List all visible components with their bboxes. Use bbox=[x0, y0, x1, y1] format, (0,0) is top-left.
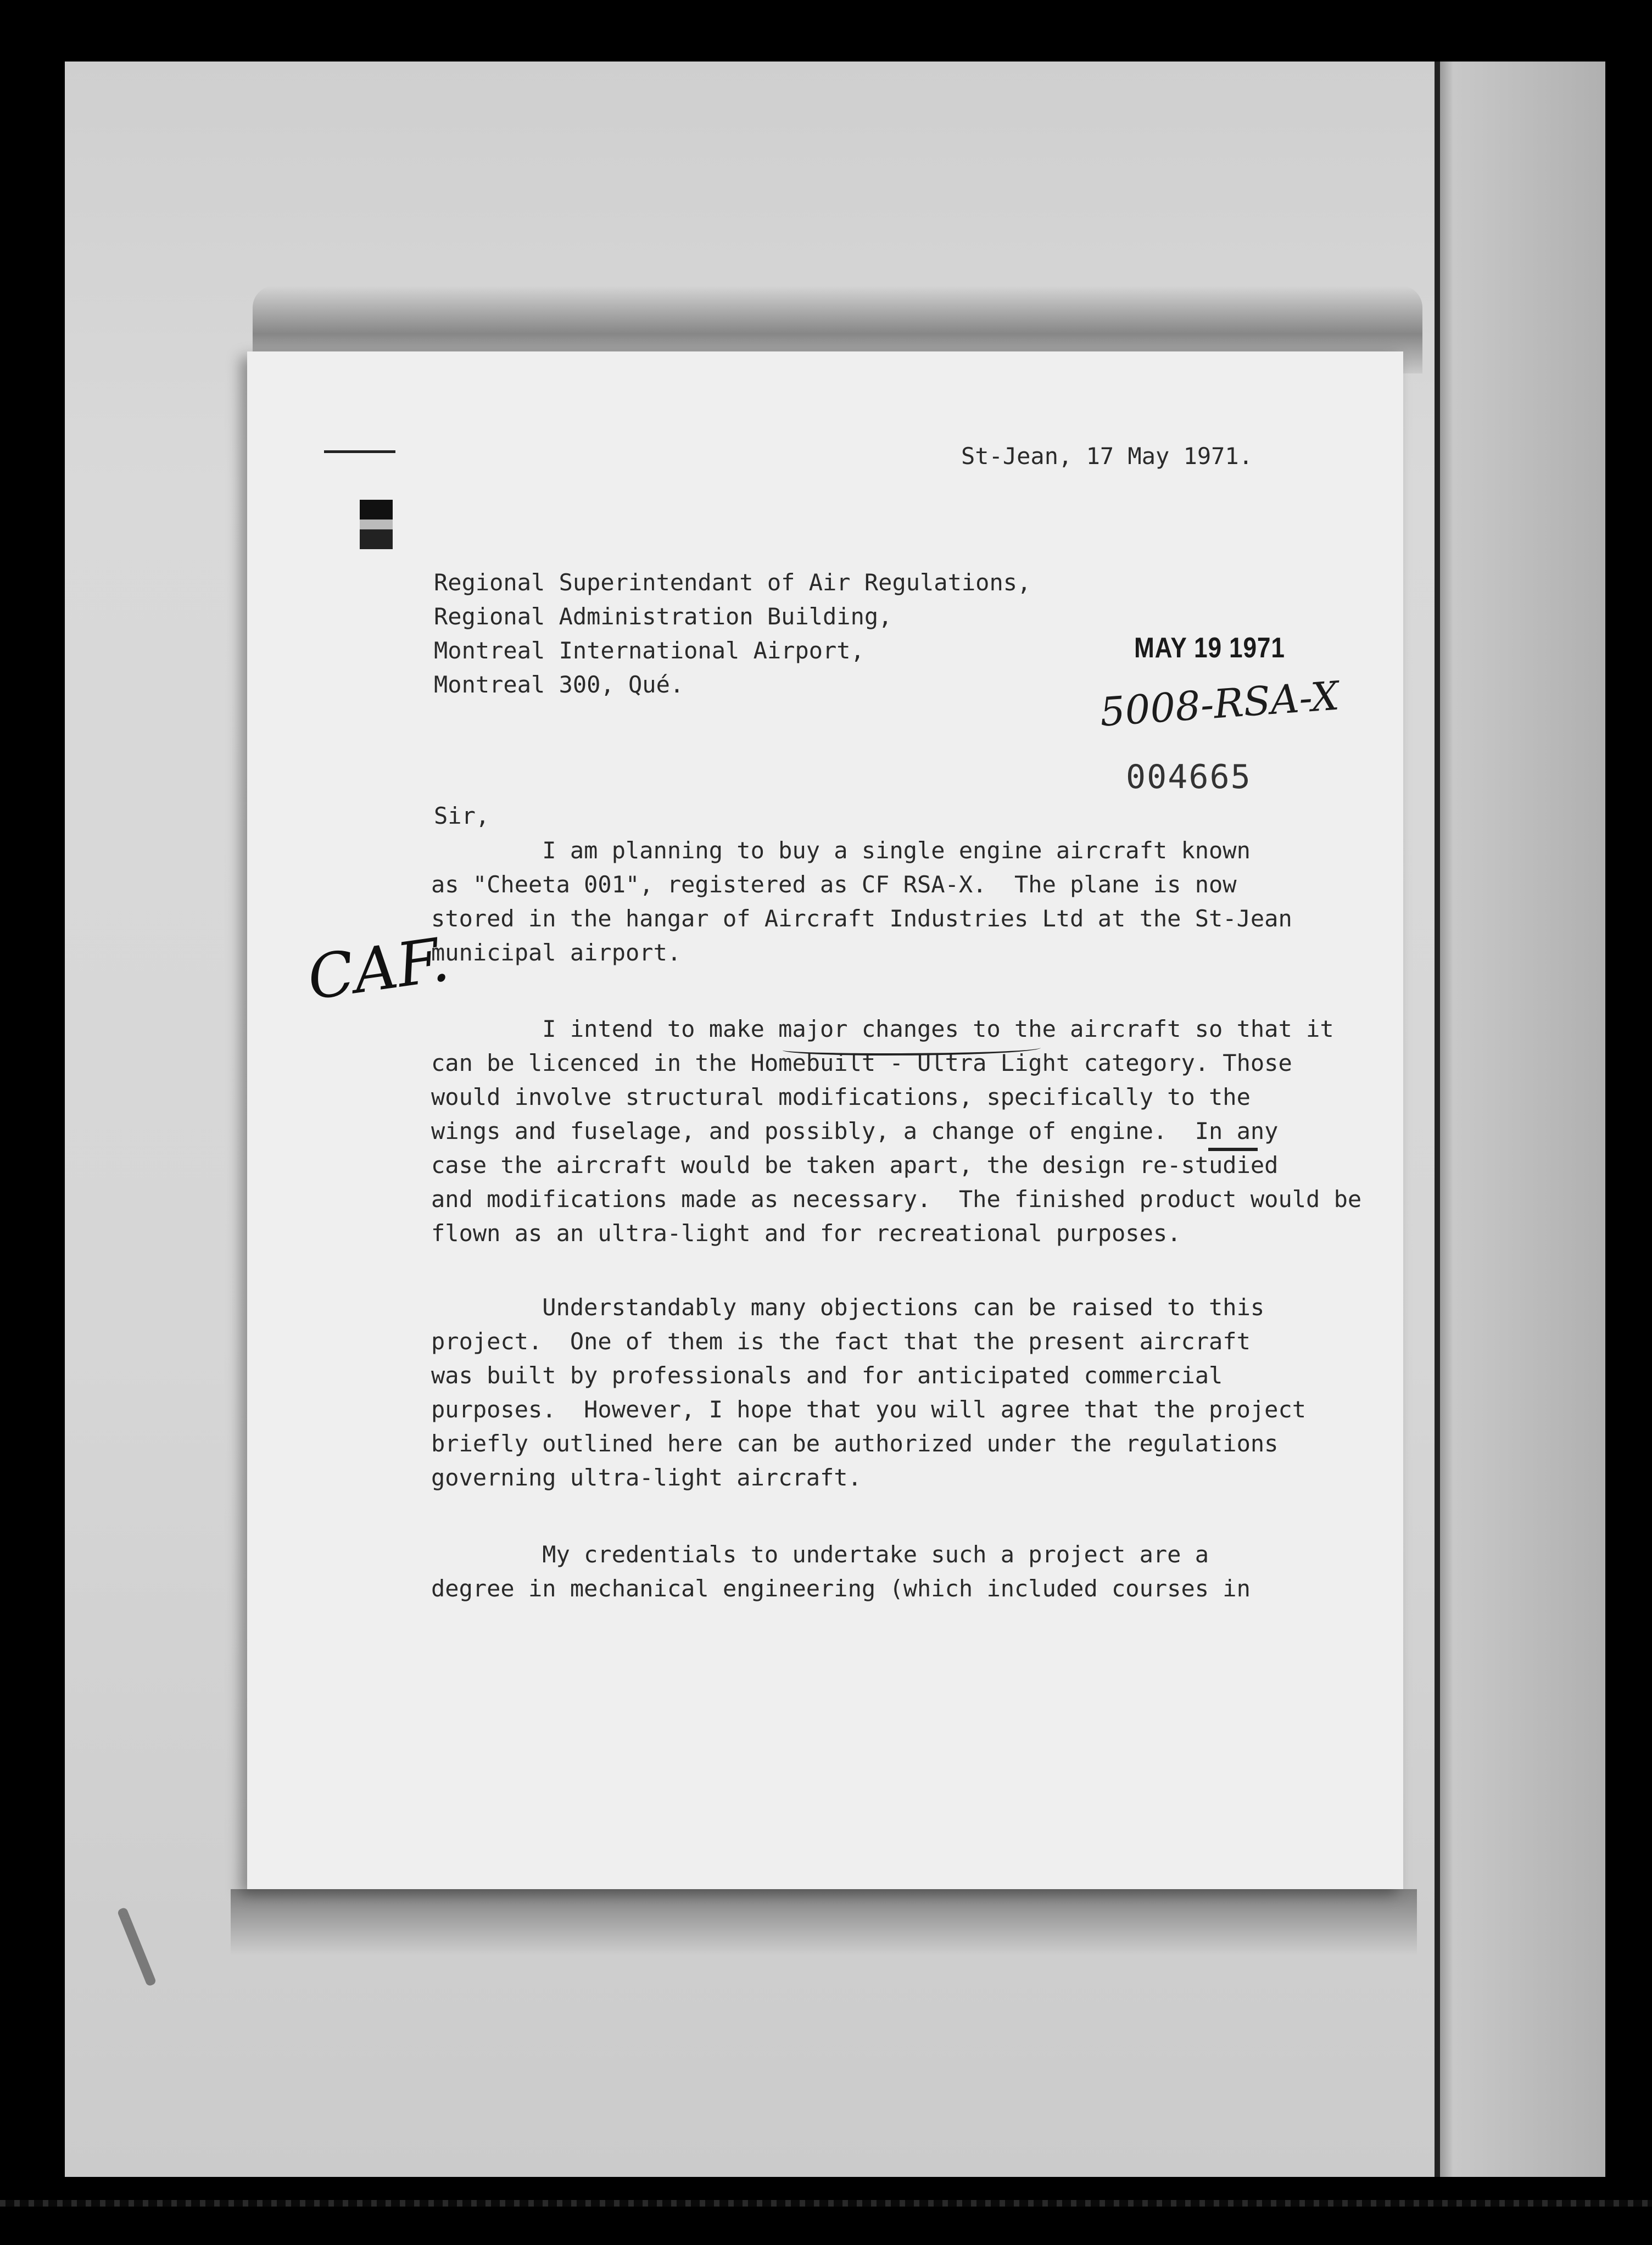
document-number-stamp: 004665 bbox=[1126, 758, 1252, 796]
address-line: Regional Superintendant of Air Regulations, bbox=[434, 569, 1031, 596]
address-line: Montreal International Airport, bbox=[434, 637, 864, 664]
margin-dash-mark bbox=[324, 450, 395, 453]
paragraph-3: Understandably many objections can be raised to this project. One of them is the fact that the present aircraft was built by professionals and for anticipated commercial purposes. However, I hope that you will agree that the project briefly outlined here can be authorized under the regulations governing ultra-light aircraft. bbox=[431, 1294, 1307, 1491]
handwritten-underline-short bbox=[1208, 1148, 1258, 1151]
salutation: Sir, bbox=[434, 802, 490, 829]
paragraph-1: I am planning to buy a single engine aircraft known as "Cheeta 001", registered as CF RSA-X. The plane is now stored in the hangar of Aircraft Industries Ltd at the St-Jean municipal airport. bbox=[431, 837, 1292, 966]
handwritten-initials: CAF. bbox=[303, 924, 454, 1014]
paragraph-4: My credentials to undertake such a project are a degree in mechanical engineering (which included courses in bbox=[431, 1541, 1251, 1602]
folder-edge bbox=[1435, 62, 1605, 2177]
paper-bottom-shadow bbox=[231, 1889, 1417, 1955]
received-date-stamp: MAY 19 1971 bbox=[1134, 632, 1285, 664]
letter-date: St-Jean, 17 May 1971. bbox=[961, 443, 1253, 470]
address-line: Montreal 300, Qué. bbox=[434, 671, 684, 698]
handwritten-file-reference: 5008-RSA-X bbox=[1098, 672, 1341, 735]
recipient-address bbox=[434, 566, 1031, 702]
film-sprocket-strip bbox=[0, 2200, 1652, 2207]
margin-tab-mark bbox=[360, 500, 393, 549]
address-line: Regional Administration Building, bbox=[434, 603, 892, 630]
paragraph-2: I intend to make major changes to the aircraft so that it can be licenced in the Homebuilt - Ultra Light category. Those would involve structural modifications, specifically to the wings and fuselage, and possibly, a change of engine. In any case the aircraft would be taken apart, the design re-studied and modifications made as necessary. The finished product would be flown as an ultra-light and for recreational purposes. bbox=[431, 1015, 1362, 1247]
